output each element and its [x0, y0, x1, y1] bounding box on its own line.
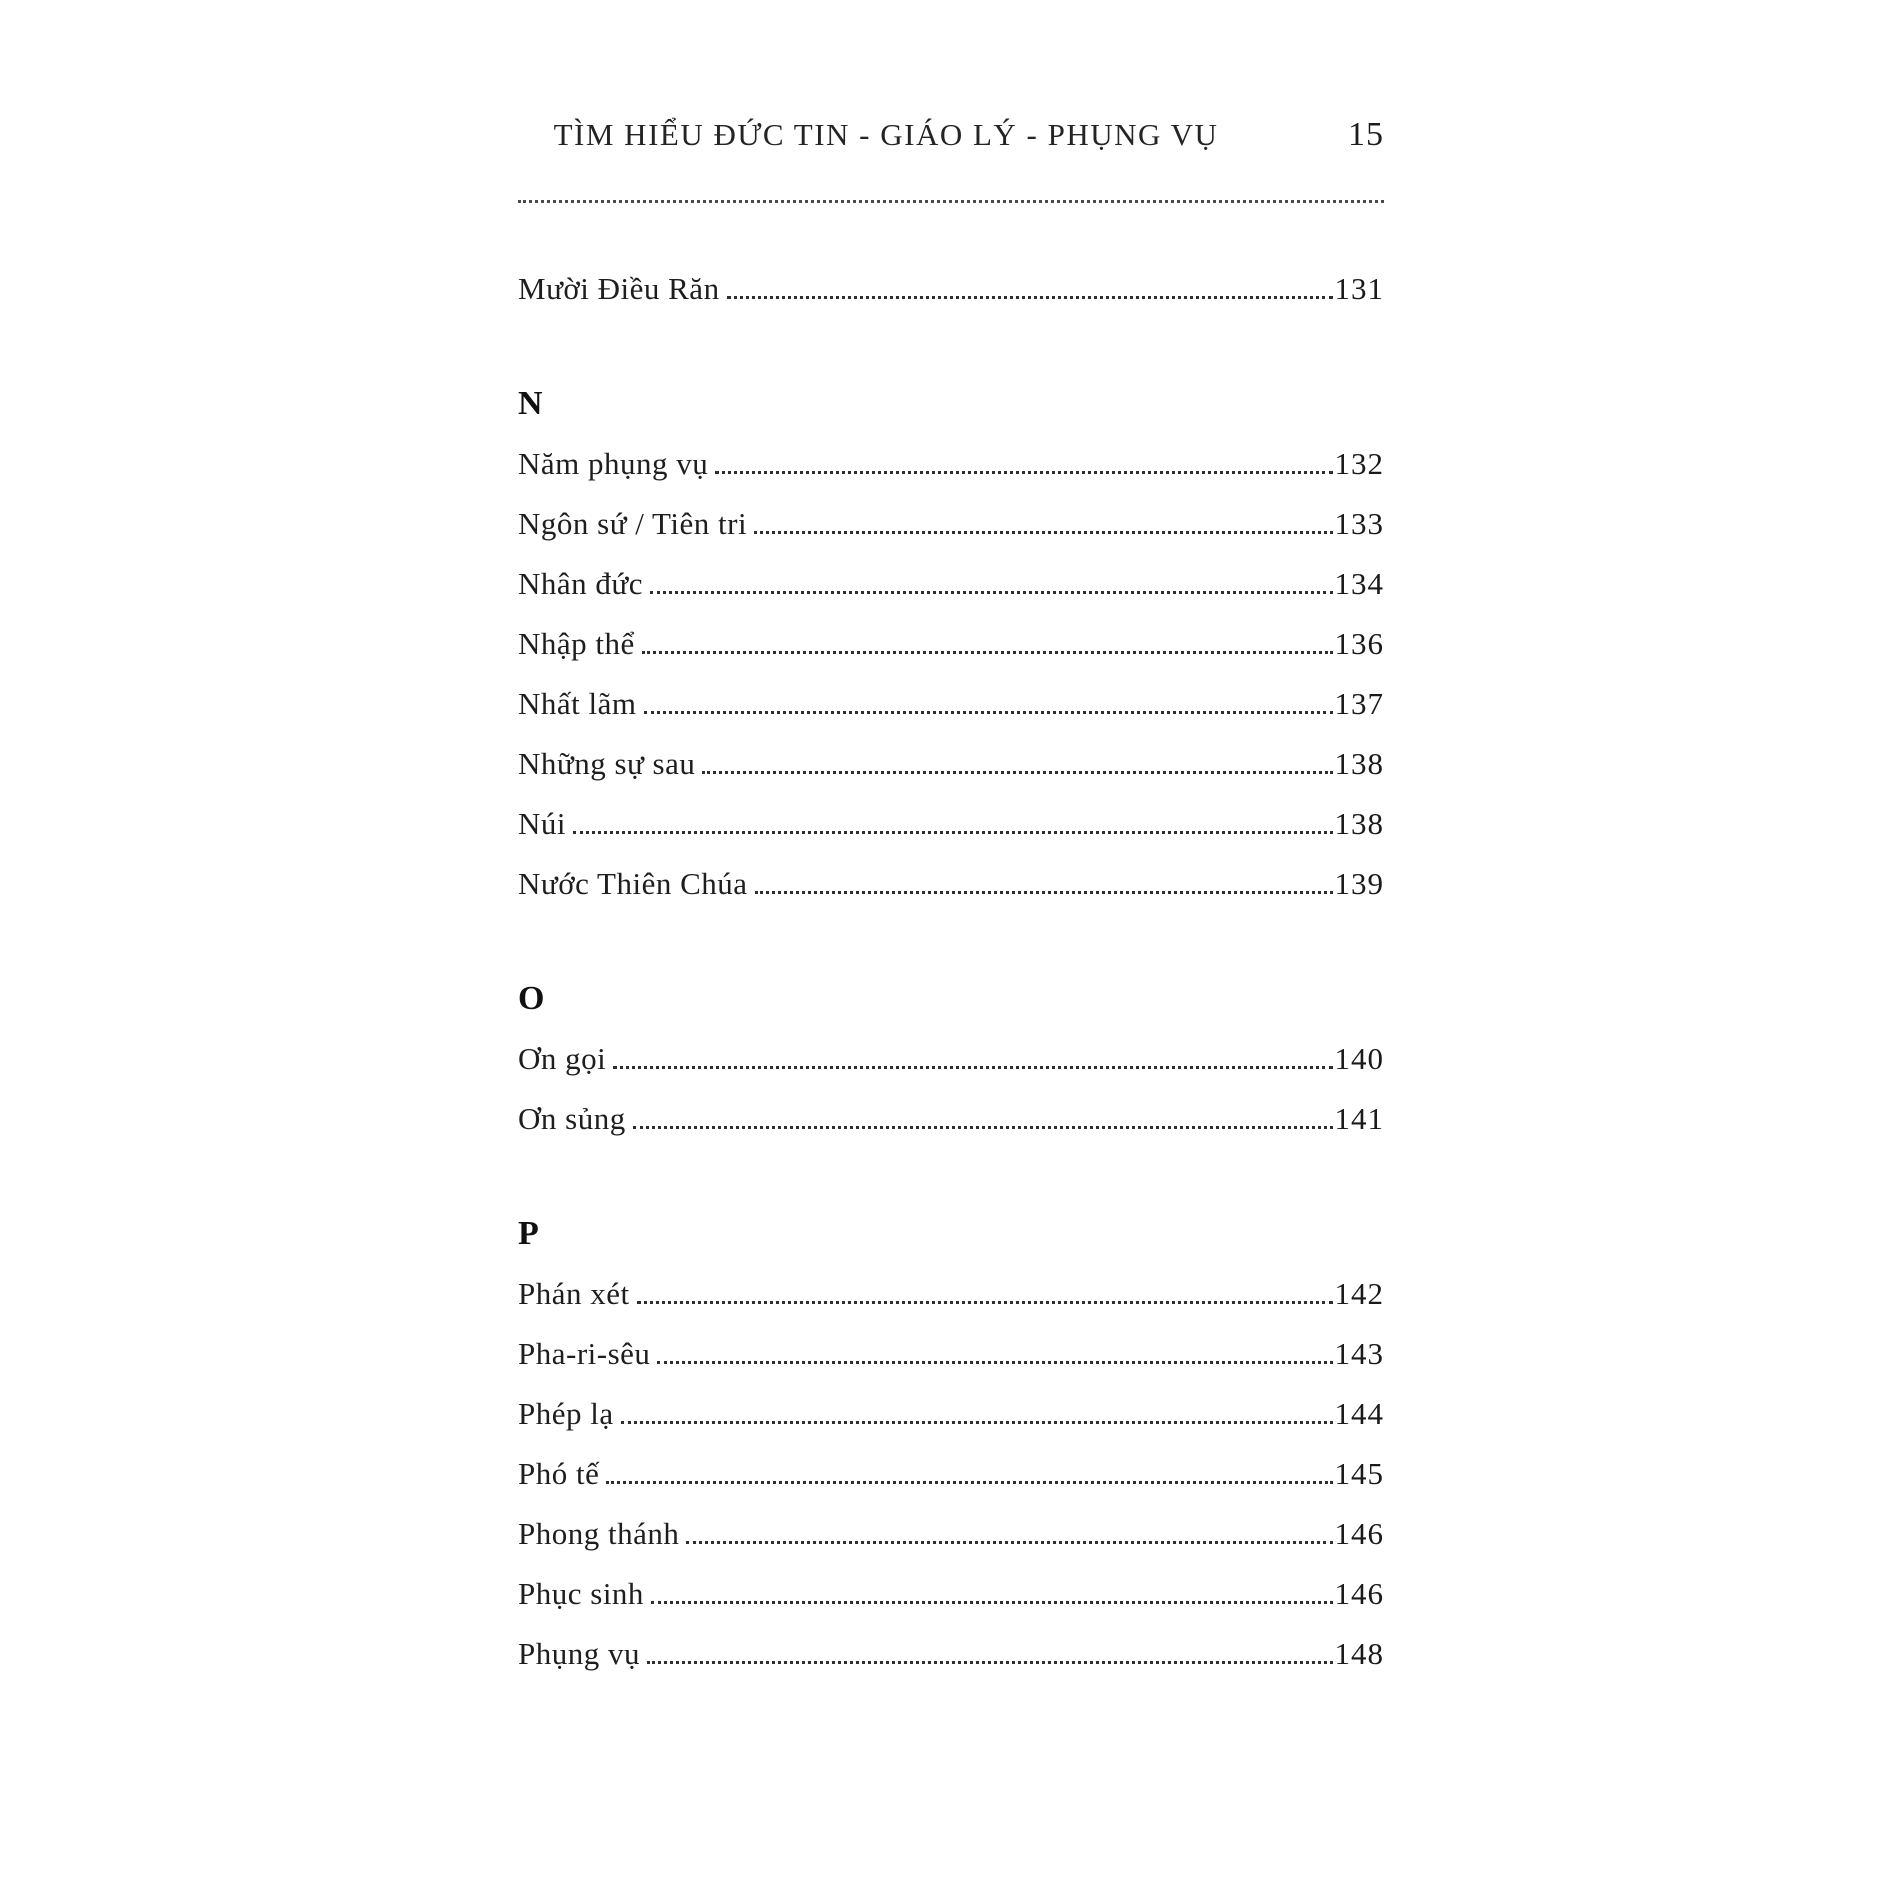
toc-entry-label: Ơn gọi — [518, 1041, 607, 1076]
dotted-leader — [651, 1601, 1333, 1604]
toc-entry-label: Núi — [518, 806, 566, 841]
toc-section-letter: O — [518, 980, 545, 1017]
toc-entry-page: 132 — [1334, 446, 1384, 481]
toc-entry — [518, 674, 1384, 734]
toc-entry — [518, 1029, 1384, 1089]
toc-entry-page: 148 — [1334, 1636, 1384, 1671]
toc-entry-label: Phong thánh — [518, 1516, 680, 1551]
toc-entry — [518, 1089, 1384, 1149]
toc-entry-page: 137 — [1334, 686, 1384, 721]
toc-entry-page: 138 — [1334, 806, 1384, 841]
toc-entry — [518, 259, 1384, 319]
header-dotted-rule — [518, 200, 1384, 203]
toc-section-letter: P — [518, 1215, 539, 1252]
running-header-title: TÌM HIỂU ĐỨC TIN - GIÁO LÝ - PHỤNG VỤ — [553, 117, 1219, 152]
dotted-leader — [754, 531, 1332, 534]
toc-entry-page: 146 — [1334, 1576, 1384, 1611]
toc-entry-label: Phép lạ — [518, 1396, 614, 1431]
toc-entry-label: Pha-ri-sêu — [518, 1336, 651, 1371]
dotted-leader — [621, 1421, 1333, 1424]
toc-entry-page: 141 — [1334, 1101, 1384, 1136]
dotted-leader — [644, 711, 1333, 714]
toc-section — [518, 374, 1384, 914]
toc-entry-label: Ơn sủng — [518, 1101, 626, 1136]
book-page — [518, 100, 1384, 1684]
toc-entry-label: Phụng vụ — [518, 1636, 640, 1671]
toc-entry — [518, 1384, 1384, 1444]
running-header — [518, 100, 1384, 170]
toc-entry — [518, 734, 1384, 794]
toc-entry — [518, 614, 1384, 674]
toc-entry-page: 134 — [1334, 566, 1384, 601]
toc-entry-page: 131 — [1334, 271, 1384, 306]
toc-entry-label: Ngôn sứ / Tiên tri — [518, 506, 748, 541]
toc-entry-page: 142 — [1334, 1276, 1384, 1311]
toc-section — [518, 259, 1384, 319]
toc-entry-label: Năm phụng vụ — [518, 446, 709, 481]
dotted-leader — [755, 891, 1333, 894]
toc-entry — [518, 1564, 1384, 1624]
toc-entry-page: 133 — [1334, 506, 1384, 541]
dotted-leader — [650, 591, 1333, 594]
toc-entry — [518, 434, 1384, 494]
toc-section — [518, 969, 1384, 1149]
toc-entry — [518, 1444, 1384, 1504]
toc-entry-label: Những sự sau — [518, 746, 696, 781]
dotted-leader — [686, 1541, 1332, 1544]
toc-entry — [518, 494, 1384, 554]
dotted-leader — [637, 1301, 1333, 1304]
dotted-leader — [647, 1661, 1333, 1664]
toc-entry — [518, 794, 1384, 854]
dotted-leader — [633, 1126, 1333, 1129]
dotted-leader — [642, 651, 1333, 654]
toc-entry-label: Phục sinh — [518, 1576, 644, 1611]
toc-entry-page: 146 — [1334, 1516, 1384, 1551]
toc-entry-label: Nước Thiên Chúa — [518, 866, 748, 901]
toc-entry — [518, 554, 1384, 614]
toc-entry — [518, 1504, 1384, 1564]
toc-entry-label: Phó tế — [518, 1456, 600, 1491]
folio-page-number: 15 — [1348, 116, 1384, 153]
toc-entry — [518, 1624, 1384, 1684]
toc-section — [518, 1204, 1384, 1684]
dotted-leader — [606, 1481, 1332, 1484]
toc-entry — [518, 854, 1384, 914]
dotted-leader — [715, 471, 1332, 474]
toc-entry — [518, 1264, 1384, 1324]
dotted-leader — [573, 831, 1333, 834]
toc-entry-label: Mười Điều Răn — [518, 271, 720, 306]
dotted-leader — [613, 1066, 1332, 1069]
toc-entry-page: 138 — [1334, 746, 1384, 781]
toc-entry-page: 139 — [1334, 866, 1384, 901]
toc-entry-label: Nhân đức — [518, 566, 643, 601]
toc-entry — [518, 1324, 1384, 1384]
toc-entry-page: 140 — [1334, 1041, 1384, 1076]
dotted-leader — [657, 1361, 1332, 1364]
toc-entry-page: 136 — [1334, 626, 1384, 661]
toc-entry-label: Phán xét — [518, 1276, 630, 1311]
toc-entry-label: Nhập thể — [518, 626, 635, 661]
toc-entry-page: 144 — [1334, 1396, 1384, 1431]
toc-list — [518, 259, 1384, 1684]
toc-entry-label: Nhất lãm — [518, 686, 637, 721]
toc-section-letter: N — [518, 385, 543, 422]
toc-entry-page: 143 — [1334, 1336, 1384, 1371]
dotted-leader — [727, 296, 1333, 299]
dotted-leader — [702, 771, 1332, 774]
toc-entry-page: 145 — [1334, 1456, 1384, 1491]
